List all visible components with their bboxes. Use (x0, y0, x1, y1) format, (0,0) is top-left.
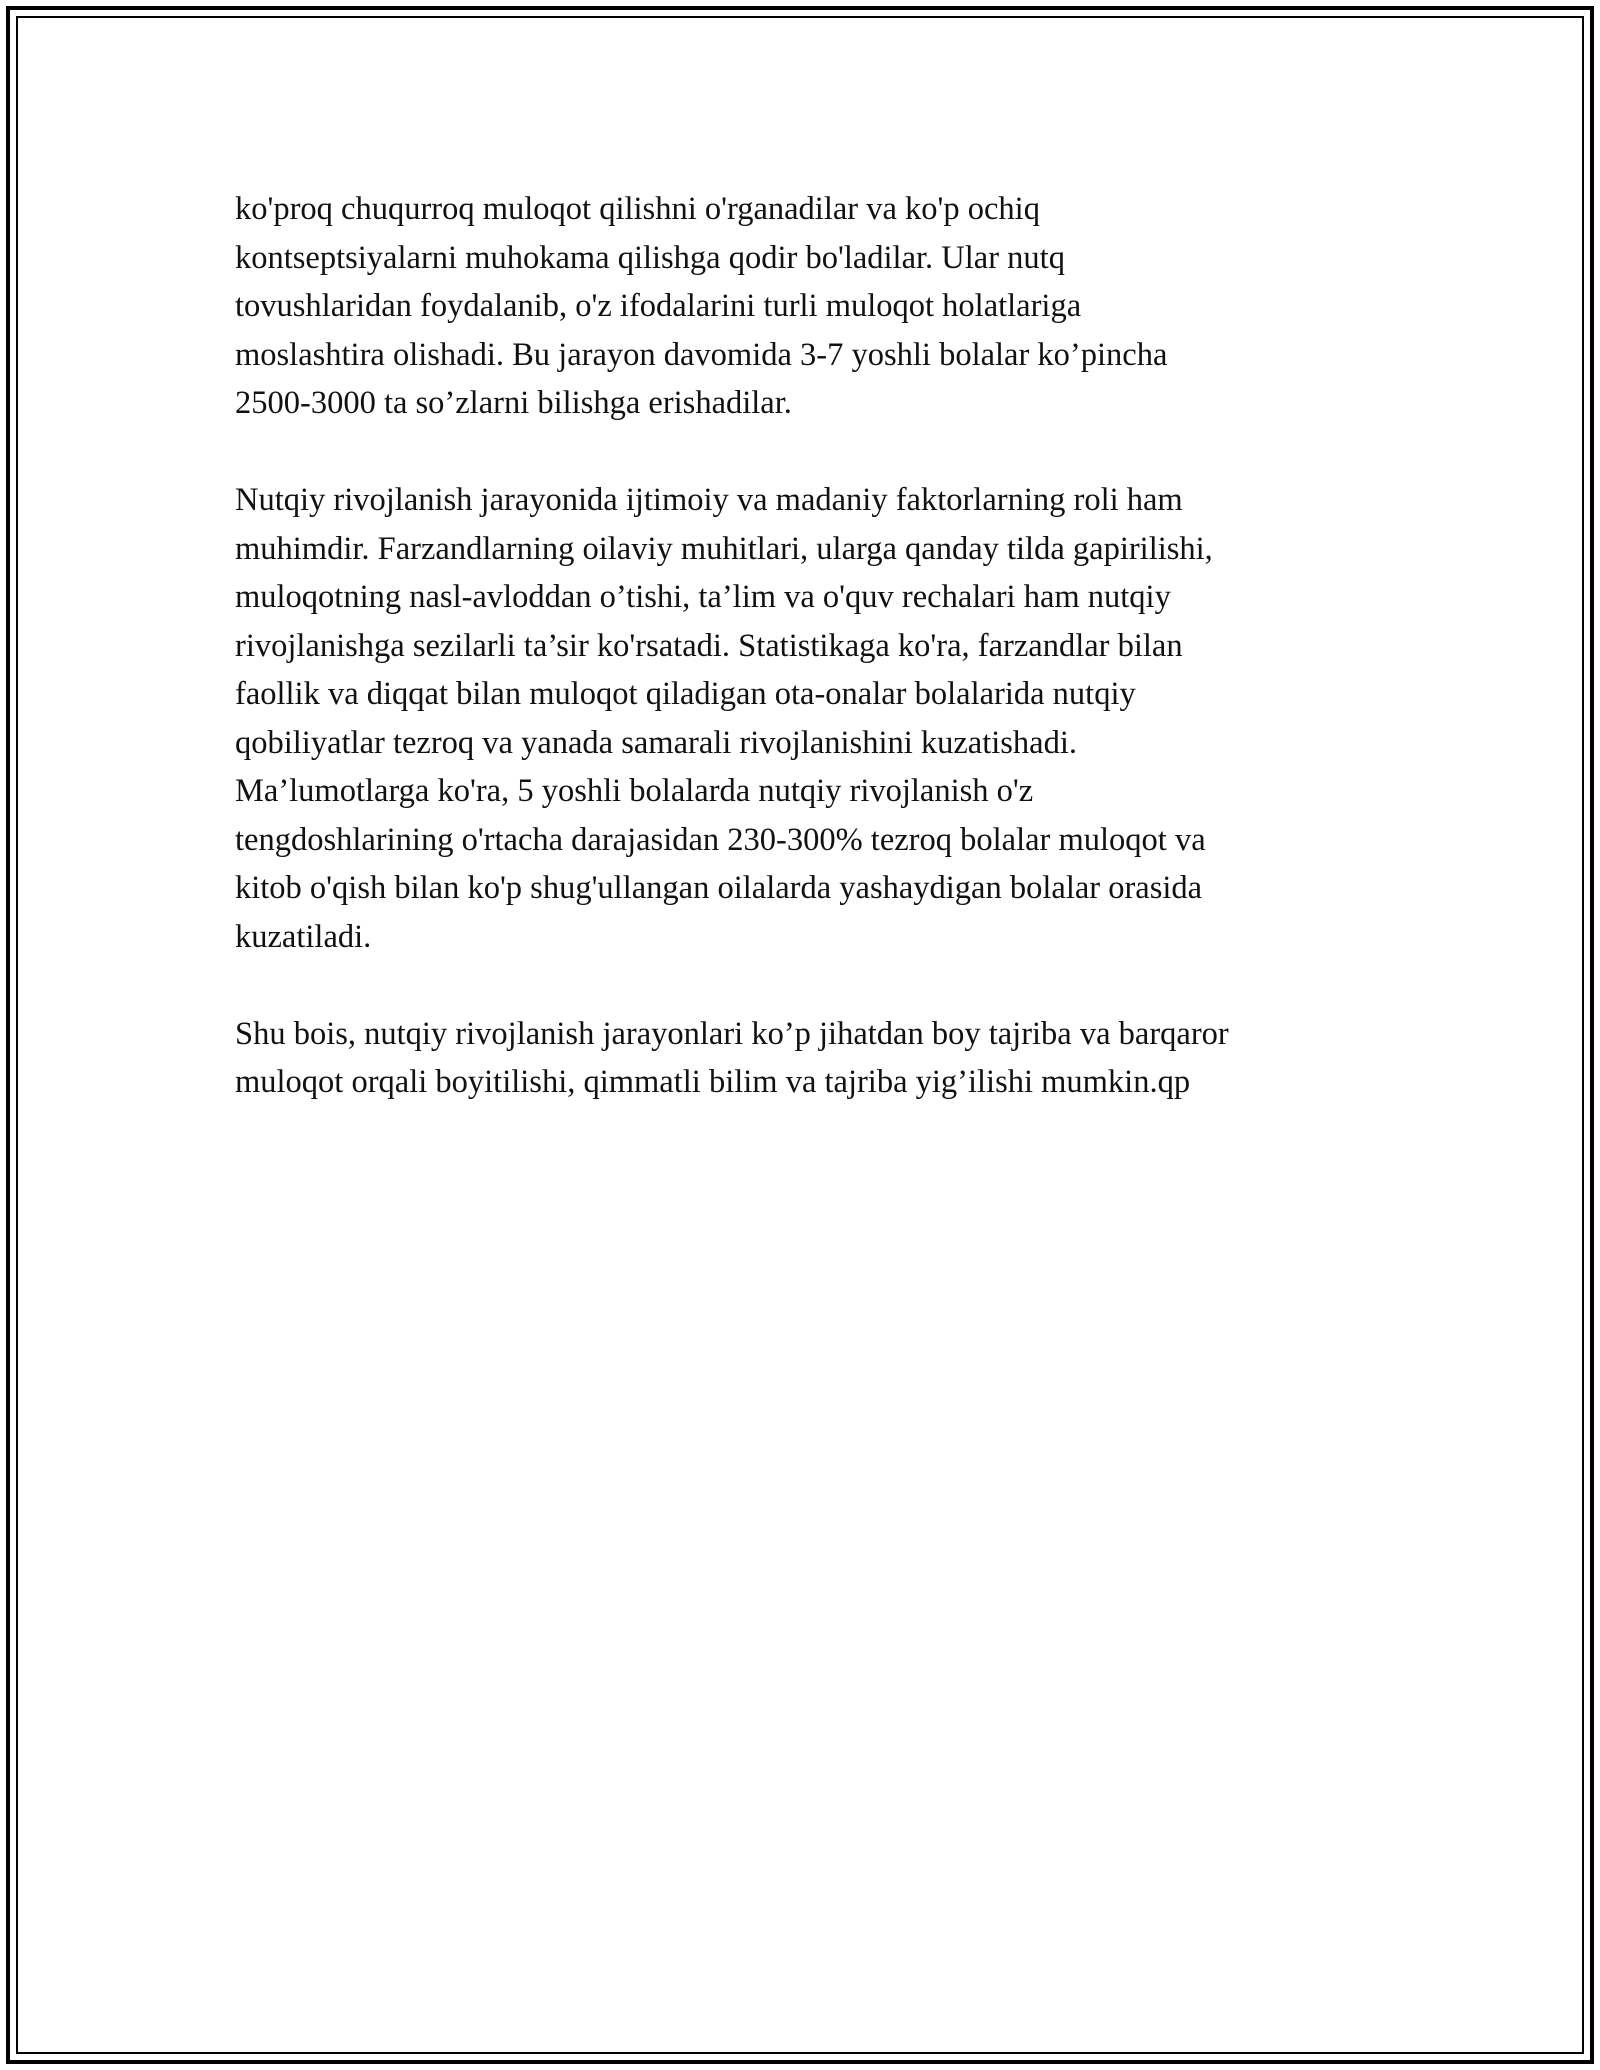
text-line: kitob o'qish bilan ko'p shug'ullangan oilalarda yashaydigan bolalar orasida (235, 870, 1203, 906)
text-line: muloqot orqali boyitilishi, qimmatli bilim va tajriba yig’ilishi mumkin.qp (235, 1064, 1191, 1100)
text-line: Ma’lumotlarga ko'ra, 5 yoshli bolalarda nutqiy rivojlanish o'z (235, 773, 1034, 809)
paragraph-2 (235, 476, 1375, 961)
text-line: 2500-3000 ta so’zlarni bilishga erishadilar. (235, 385, 792, 421)
text-line: kuzatiladi. (235, 918, 372, 955)
text-line: rivojlanishga sezilarli ta’sir ko'rsatadi. Statistikaga ko'ra, farzandlar bilan (235, 627, 1183, 664)
paragraph-1 (235, 185, 1375, 428)
text-line: Nutqiy rivojlanish jarayonida ijtimoiy va madaniy faktorlarning roli ham (235, 482, 1183, 518)
text-line: ko'proq chuqurroq muloqot qilishni o'rganadilar va ko'p ochiq (235, 191, 1040, 227)
document-body (235, 185, 1375, 1155)
text-line: moslashtira olishadi. Bu jarayon davomida 3-7 yoshli bolalar ko’pincha (235, 336, 1168, 373)
text-line: tengdoshlarining o'rtacha darajasidan 230-300% tezroq bolalar muloqot va (235, 821, 1206, 858)
text-line: faollik va diqqat bilan muloqot qiladigan ota-onalar bolalarida nutqiy (235, 676, 1136, 712)
paragraph-3 (235, 1010, 1375, 1107)
text-line: Shu bois, nutqiy rivojlanish jarayonlari ko’p jihatdan boy tajriba va barqaror (235, 1015, 1229, 1052)
text-line: muhimdir. Farzandlarning oilaviy muhitlari, ularga qanday tilda gapirilishi, (235, 530, 1213, 567)
text-line: kontseptsiyalarni muhokama qilishga qodir bo'ladilar. Ular nutq (235, 239, 1065, 276)
text-line: muloqotning nasl-avloddan o’tishi, ta’lim va o'quv rechalari ham nutqiy (235, 579, 1171, 615)
text-line: tovushlaridan foydalanib, o'z ifodalarini turli muloqot holatlariga (235, 288, 1082, 324)
text-line: qobiliyatlar tezroq va yanada samarali rivojlanishini kuzatishadi. (235, 724, 1078, 761)
